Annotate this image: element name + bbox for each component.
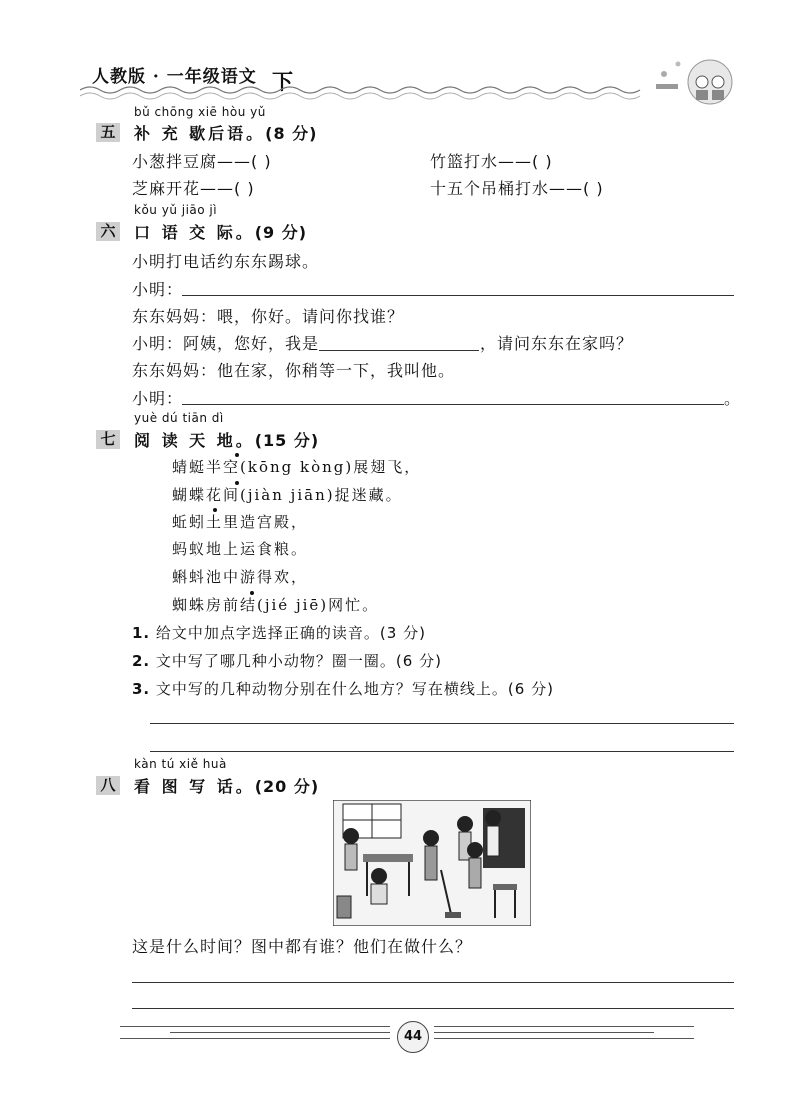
header-title: 人教版 · 一年级语文 [92, 67, 257, 87]
sec5-title [134, 121, 318, 144]
footer-rule-left-1 [120, 1026, 390, 1027]
sec6-line3-a: 小明：阿姨，您好，我是 [132, 334, 320, 353]
emphasis-dot-4 [250, 591, 254, 595]
sec7-pinyin: yuè dú tiān dì [134, 411, 224, 425]
poem-line-3: 蚯蚓土里造宫殿， [172, 513, 309, 531]
question-2-number: 2. [132, 652, 151, 670]
question-3-number: 3. [132, 680, 151, 698]
question-3 [132, 678, 554, 699]
sec8-writing-line-1[interactable] [132, 982, 734, 983]
sec7-score: (15 分) [254, 431, 320, 450]
footer-rule-left-3 [120, 1038, 390, 1039]
header-kids-icon [642, 52, 734, 106]
sec7-answer-line-2[interactable] [150, 751, 734, 752]
header-wave-decoration [80, 82, 720, 104]
sec6-intro: 小明打电话约东东踢球。 [132, 252, 320, 271]
footer-rule-right-1 [434, 1026, 694, 1027]
sec6-title [134, 220, 307, 243]
sec8-title-text: 看 图 写 话。 [134, 777, 255, 796]
page-number: 44 [397, 1021, 429, 1053]
poem-line-1: 蜻蜓半空(kōng kòng)展翅飞， [172, 458, 422, 476]
sec7-number: 七 [96, 430, 120, 449]
question-1 [132, 622, 426, 643]
sec5-title-text: 补 充 歇后语。 [134, 124, 266, 143]
sec7-answer-line-1[interactable] [150, 723, 734, 724]
question-2-text: 文中写了哪几种小动物？圈一圈。(6 分) [155, 652, 442, 670]
sec7-title-text: 阅 读 天 地。 [134, 431, 255, 450]
footer-rule-right-3 [434, 1038, 694, 1039]
emphasis-dot-1 [235, 453, 239, 457]
sec6-line3-b: ，请问东东在家吗？ [480, 334, 634, 353]
sec6-line5-end: 。 [724, 389, 742, 408]
sec8-prompt: 这是什么时间？图中都有谁？他们在做什么？ [132, 937, 473, 956]
poem-line-5: 蝌蚪池中游得欢， [172, 568, 309, 586]
sec6-line1-speaker: 小明： [132, 280, 184, 299]
sec7-title [134, 428, 319, 451]
poem-line-6: 蜘蛛房前结(jié jiē)网忙。 [172, 596, 380, 614]
sec5-score: (8 分) [265, 124, 318, 143]
sec6-answer-blank-3[interactable] [182, 404, 724, 405]
sec6-line4: 东东妈妈：他在家，你稍等一下，我叫他。 [132, 361, 456, 380]
sec8-score: (20 分) [254, 777, 320, 796]
sec6-number: 六 [96, 222, 120, 241]
sec5-item-3: 芝麻开花——( ) [132, 179, 255, 198]
sec5-item-1: 小葱拌豆腐——( ) [132, 152, 272, 171]
sec6-pinyin: kǒu yǔ jiāo jì [134, 203, 218, 217]
poem-line-2: 蝴蝶花间(jiàn jiān)捉迷藏。 [172, 486, 403, 504]
sec8-title [134, 774, 319, 797]
sec8-pinyin: kàn tú xiě huà [134, 757, 227, 771]
classroom-cleaning-illustration [333, 800, 531, 926]
footer-rule-right-2 [434, 1032, 654, 1033]
emphasis-dot-2 [235, 481, 239, 485]
question-1-number: 1. [132, 624, 151, 642]
question-3-text: 文中写的几种动物分别在什么地方？写在横线上。(6 分) [155, 680, 554, 698]
question-2 [132, 650, 442, 671]
sec6-score: (9 分) [254, 223, 308, 242]
sec6-line2: 东东妈妈：喂，你好。请问你找谁？ [132, 307, 405, 326]
sec8-number: 八 [96, 776, 120, 795]
sec8-writing-line-2[interactable] [132, 1008, 734, 1009]
poem-line-4: 蚂蚁地上运食粮。 [172, 540, 309, 558]
sec6-title-text: 口 语 交 际。 [134, 223, 255, 242]
question-1-text: 给文中加点字选择正确的读音。(3 分) [155, 624, 426, 642]
footer-rule-left-2 [170, 1032, 390, 1033]
emphasis-dot-3 [213, 508, 217, 512]
header-volume: 下 [272, 70, 293, 94]
sec6-answer-blank-2[interactable] [319, 350, 479, 351]
sec5-item-2: 竹篮打水——( ) [430, 152, 553, 171]
sec6-line5-speaker: 小明： [132, 389, 184, 408]
sec5-pinyin: bǔ chōng xiē hòu yǔ [134, 105, 266, 119]
sec5-item-4: 十五个吊桶打水——( ) [430, 179, 604, 198]
sec5-number: 五 [96, 123, 120, 142]
sec6-answer-blank-1[interactable] [182, 295, 734, 296]
